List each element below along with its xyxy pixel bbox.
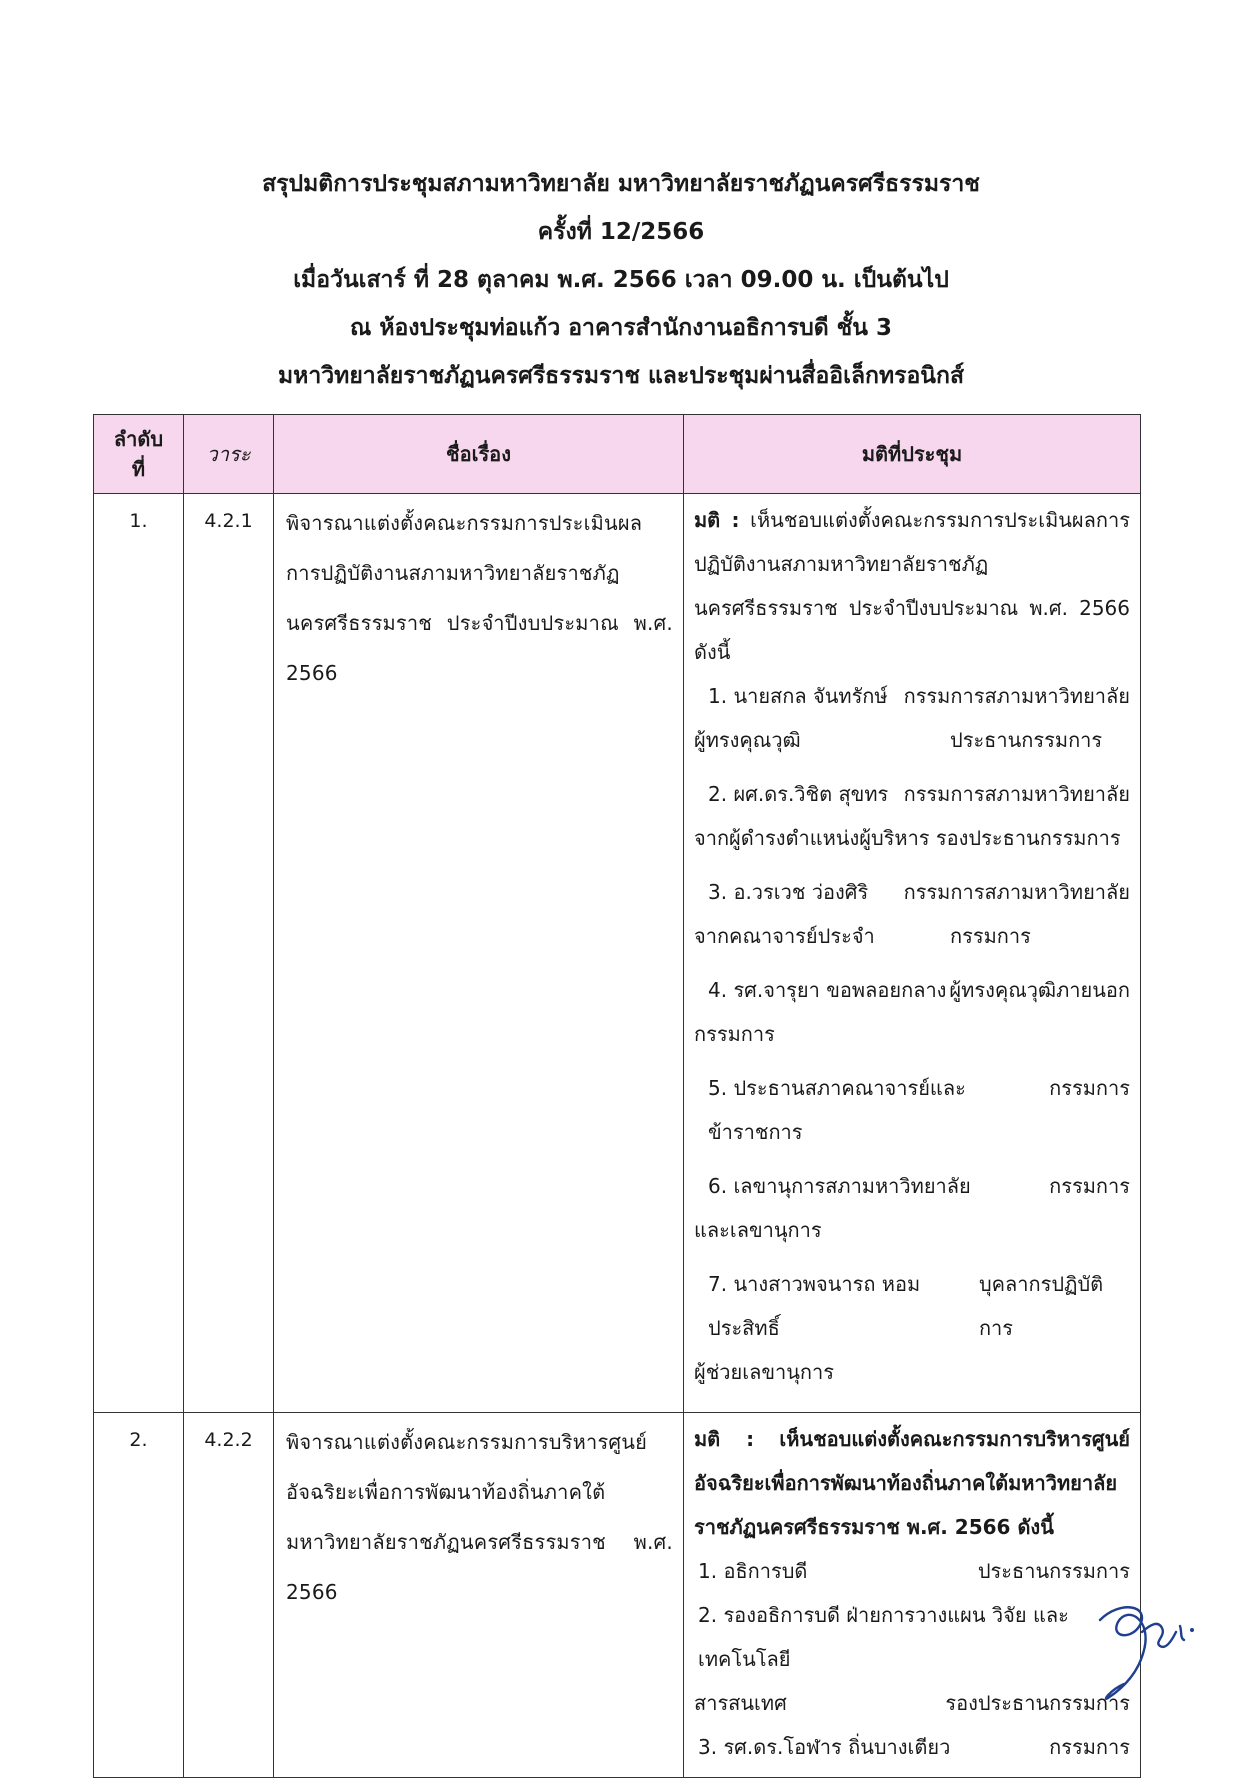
- column-header-no: ลำดับ ที่: [94, 415, 184, 494]
- member-item: 2. ผศ.ดร.วิชิต สุขทร กรรมการสภามหาวิทยาลัย จากผู้ดำรงตำแหน่งผู้บริหาร รองประธานกรรมการ: [694, 782, 1130, 850]
- member-item: 4. รศ.จารุยา ขอพลอยกลาง ผู้ทรงคุณวุฒิภายนอก กรรมการ: [694, 978, 1130, 1046]
- member-item: 3. รศ.ดร.โอฬาร ถิ่นบางเตียว กรรมการ: [698, 1735, 1130, 1759]
- column-header-subject: ชื่อเรื่อง: [274, 415, 684, 494]
- member-item: 2. รองอธิการบดี ฝ่ายการวางแผน วิจัย และเทคโนโลยี สารสนเทศ รองประธานกรรมการ: [694, 1603, 1130, 1715]
- agenda-number: 4.2.2: [184, 1413, 274, 1778]
- member-item: 5. ประธานสภาคณาจารย์และข้าราชการ กรรมการ: [708, 1076, 1130, 1144]
- agenda-number: 4.2.1: [184, 494, 274, 1413]
- resolution-cell: [684, 494, 1141, 1413]
- member-item: 6. เลขานุการสภามหาวิทยาลัย กรรมการ และเลขานุการ: [694, 1174, 1130, 1242]
- minutes-table: [93, 414, 1141, 1778]
- title-line-2: ครั้งที่ 12/2566: [537, 219, 705, 245]
- column-header-resolution: มติที่ประชุม: [684, 415, 1141, 494]
- document-header: [0, 160, 1242, 400]
- meeting-venue: ณ ห้องประชุมท่อแก้ว อาคารสำนักงานอธิการบดี ชั้น 3: [349, 315, 893, 341]
- meeting-venue-2: มหาวิทยาลัยราชภัฏนครศรีธรรมราช และประชุมผ่านสื่ออิเล็กทรอนิกส์: [278, 363, 964, 389]
- title-line-1: สรุปมติการประชุมสภามหาวิทยาลัย มหาวิทยาลัยราชภัฏนครศรีธรรมราช: [262, 171, 980, 197]
- table-row: [94, 494, 1141, 1413]
- column-header-agenda: วาระ: [184, 415, 274, 494]
- row-number: 2.: [94, 1413, 184, 1778]
- subject-text: พิจารณาแต่งตั้งคณะกรรมการบริหารศูนย์อัจฉริยะเพื่อการพัฒนาท้องถิ่นภาคใต้มหาวิทยาลัยราชภัฏนครศรีธรรมราช พ.ศ. 2566: [274, 1413, 684, 1778]
- subject-text: พิจารณาแต่งตั้งคณะกรรมการประเมินผลการปฏิบัติงานสภามหาวิทยาลัยราชภัฏนครศรีธรรมราช ประจำปีงบประมาณ พ.ศ. 2566: [274, 494, 684, 1413]
- member-item: 7. นางสาวพจนารถ หอมประสิทธิ์ บุคลากรปฏิบัติการ ผู้ช่วยเลขานุการ: [694, 1272, 1104, 1384]
- resolution-cell: [684, 1413, 1141, 1778]
- handwritten-signature: [1080, 1580, 1210, 1720]
- row-number: 1.: [94, 494, 184, 1413]
- resolution-intro: มติ : เห็นชอบแต่งตั้งคณะกรรมการบริหารศูนย์อัจฉริยะเพื่อการพัฒนาท้องถิ่นภาคใต้มหาวิทยาลัยราชภัฏนครศรีธรรมราช พ.ศ. 2566 ดังนี้: [694, 1427, 1130, 1539]
- member-item: 3. อ.วรเวช ว่องศิริ กรรมการสภามหาวิทยาลัย จากคณาจารย์ประจำ กรรมการ: [694, 880, 1130, 948]
- meeting-date: เมื่อวันเสาร์ ที่ 28 ตุลาคม พ.ศ. 2566 เวลา 09.00 น. เป็นต้นไป: [293, 267, 949, 293]
- member-item: 1. อธิการบดี ประธานกรรมการ: [698, 1559, 1130, 1583]
- table-row: [94, 1413, 1141, 1778]
- member-item: 1. นายสกล จันทรักษ์ กรรมการสภามหาวิทยาลัย ผู้ทรงคุณวุฒิ ประธานกรรมการ: [694, 684, 1130, 752]
- table-header-row: [94, 415, 1141, 494]
- resolution-intro: มติ : เห็นชอบแต่งตั้งคณะกรรมการประเมินผลการปฏิบัติงานสภามหาวิทยาลัยราชภัฏนครศรีธรรมราช ประจำปีงบประมาณ พ.ศ. 2566 ดังนี้: [694, 508, 1130, 664]
